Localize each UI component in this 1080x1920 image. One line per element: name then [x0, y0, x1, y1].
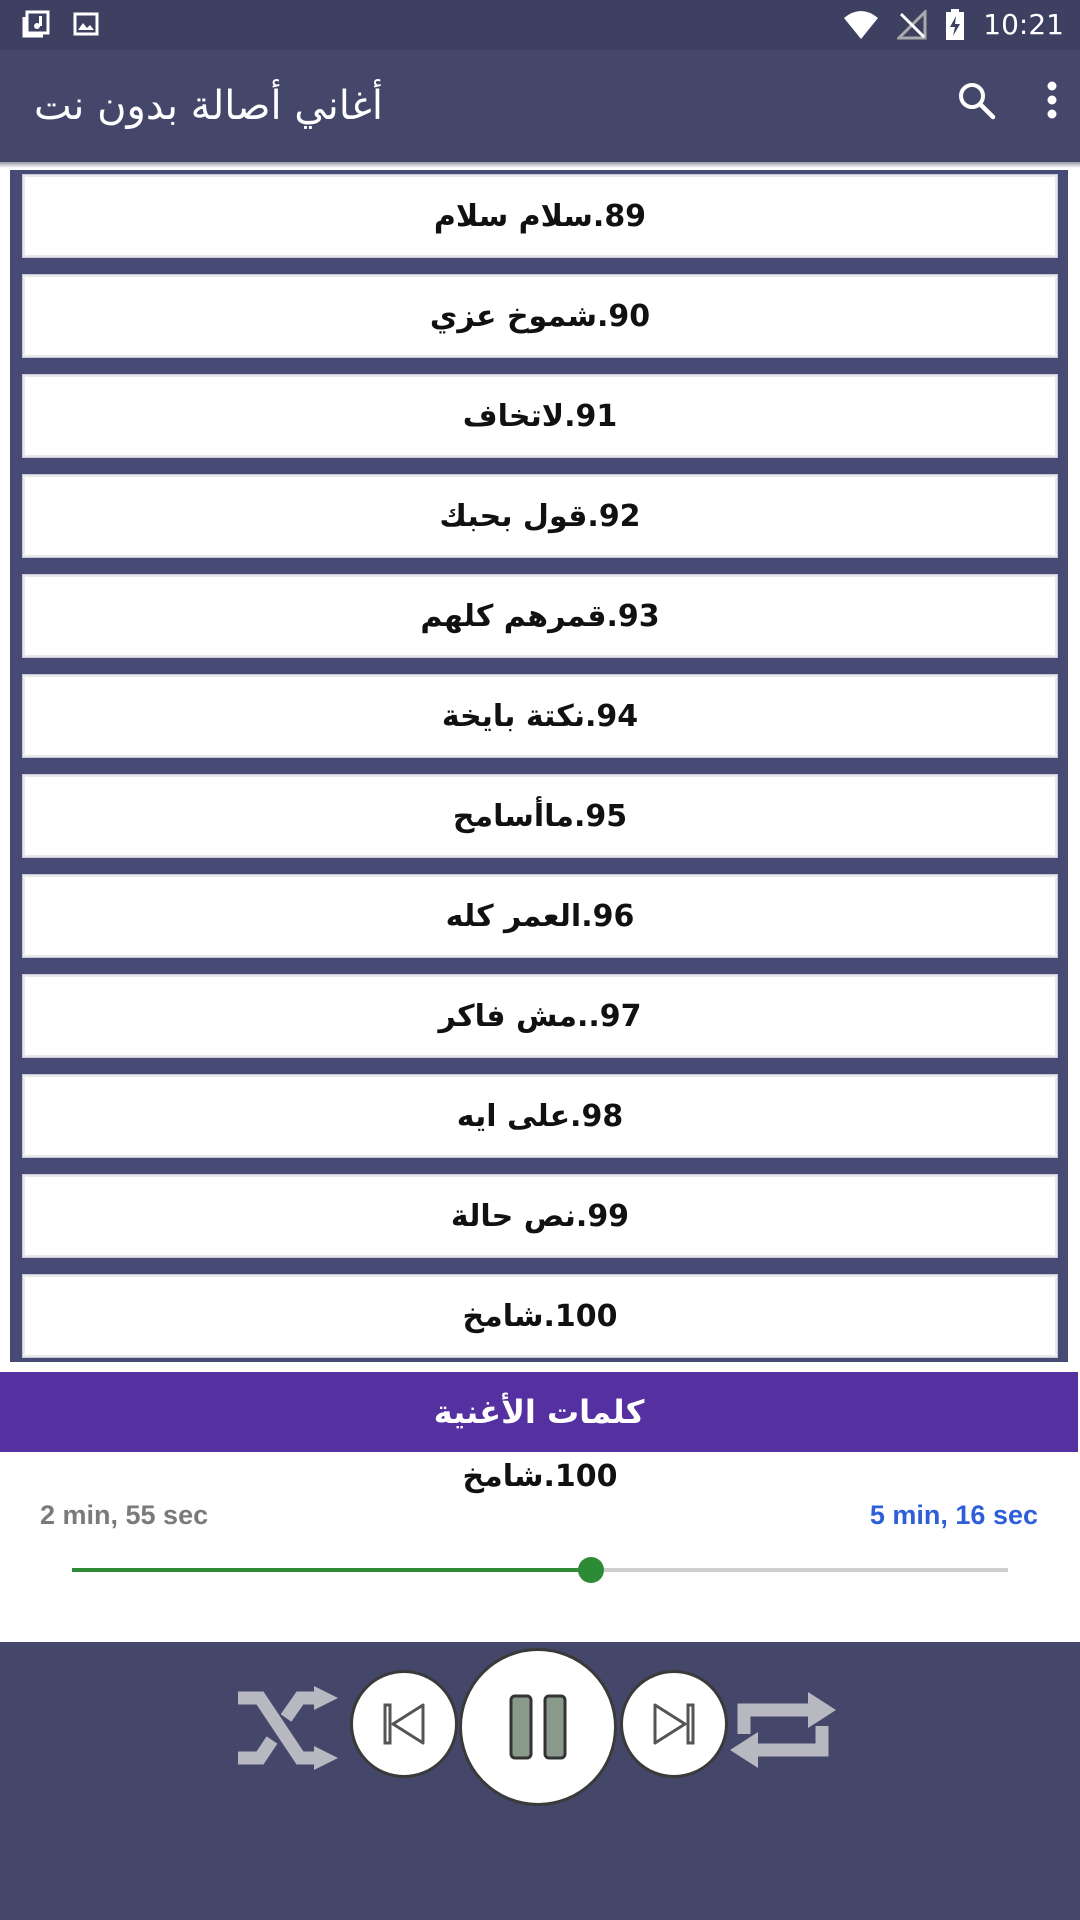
now-playing-title-text: 100.شامخ — [462, 1459, 618, 1494]
song-title: 98.على ايه — [456, 1098, 624, 1134]
app-bar — [0, 50, 1080, 162]
search-icon[interactable] — [956, 80, 996, 120]
song-title: 92.قول بحبك — [439, 498, 641, 534]
list-item[interactable] — [22, 1174, 1058, 1258]
previous-button[interactable] — [350, 1670, 458, 1778]
list-item[interactable] — [22, 274, 1058, 358]
player-controls — [0, 1642, 1080, 1920]
song-title: 99.نص حالة — [450, 1198, 630, 1234]
song-title: 94.نكتة بايخة — [441, 698, 639, 734]
seek-thumb[interactable] — [578, 1557, 604, 1583]
total-duration: 5 min, 16 sec — [869, 1500, 1038, 1530]
song-title: 89.سلام سلام — [433, 198, 647, 234]
status-bar — [0, 0, 1080, 50]
previous-icon — [379, 1699, 429, 1749]
song-title: 100.شامخ — [462, 1298, 618, 1334]
list-item[interactable] — [22, 574, 1058, 658]
seek-bar[interactable] — [72, 1568, 1008, 1572]
song-list[interactable] — [10, 170, 1068, 1362]
repeat-icon[interactable] — [730, 1682, 836, 1778]
overflow-menu-icon[interactable] — [1046, 80, 1058, 120]
wifi-icon — [843, 10, 879, 40]
no-signal-icon — [897, 10, 927, 40]
pause-icon — [503, 1692, 573, 1762]
list-item[interactable] — [22, 974, 1058, 1058]
next-button[interactable] — [620, 1670, 728, 1778]
elapsed-time: 2 min, 55 sec — [40, 1500, 209, 1530]
pause-button[interactable] — [459, 1648, 617, 1806]
list-item[interactable] — [22, 474, 1058, 558]
list-item[interactable] — [22, 1074, 1058, 1158]
song-title: 93.قمرهم كلهم — [420, 598, 660, 634]
list-item[interactable] — [22, 374, 1058, 458]
clock: 10:21 — [983, 8, 1064, 41]
image-notification-icon — [72, 10, 100, 38]
list-item[interactable] — [22, 774, 1058, 858]
music-notification-icon — [22, 10, 50, 38]
app-title: أغاني أصالة بدون نت — [34, 83, 383, 129]
next-icon — [649, 1699, 699, 1749]
seek-progress — [72, 1568, 591, 1572]
lyrics-button[interactable]: كلمات الأغنية — [0, 1372, 1078, 1452]
now-playing-title — [0, 1452, 1080, 1502]
song-title: 90.شموخ عزي — [429, 298, 651, 334]
list-item[interactable] — [22, 1274, 1058, 1358]
song-title: 96.العمر كله — [445, 898, 635, 934]
list-item[interactable] — [22, 874, 1058, 958]
battery-charging-icon — [945, 9, 965, 41]
song-title: 91.لاتخاف — [462, 398, 618, 434]
list-item[interactable] — [22, 674, 1058, 758]
shuffle-icon[interactable] — [238, 1686, 338, 1772]
list-item[interactable] — [22, 174, 1058, 258]
song-title: 97..مش فاكر — [438, 998, 642, 1034]
song-title: 95.ماأسامح — [452, 798, 628, 834]
app-bar-shadow — [0, 162, 1080, 168]
